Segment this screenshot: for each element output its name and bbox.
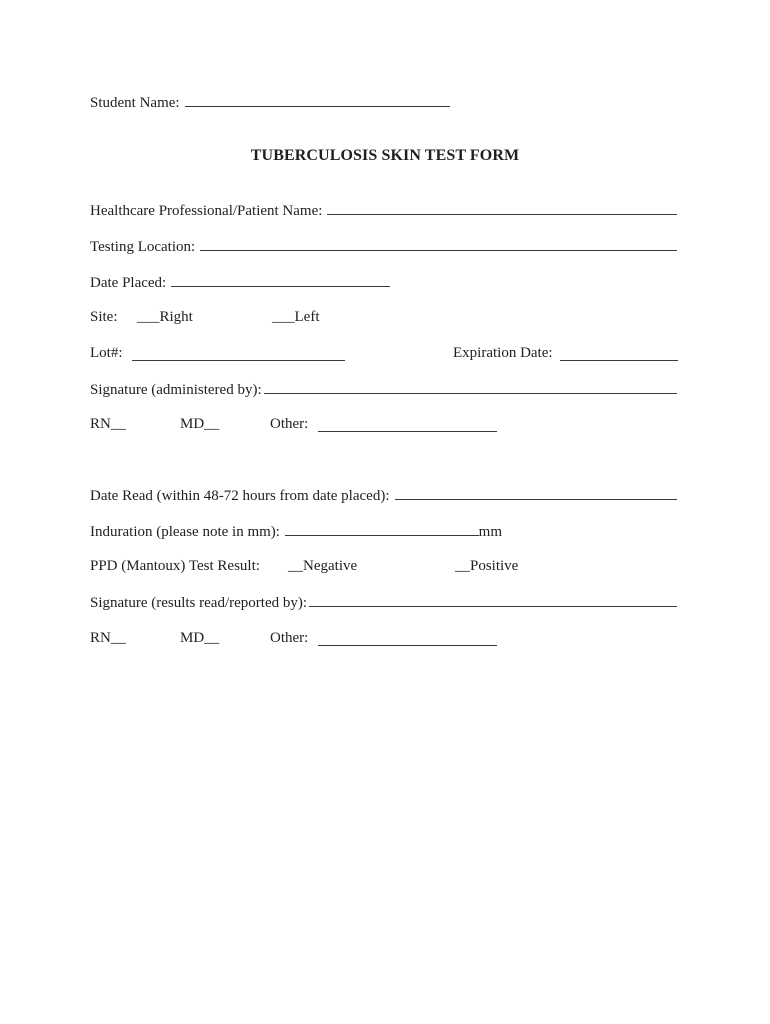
expiration-date-label: Expiration Date: [453,345,553,361]
signature-administered-blank-line[interactable] [264,381,677,394]
testing-location-blank-line[interactable] [200,238,677,251]
md-option[interactable]: MD__ [180,630,220,646]
site-label: Site: [90,309,118,325]
other-label: Other: [270,630,309,646]
signature-results-row [90,594,677,614]
healthcare-name-row [90,202,677,222]
induration-blank-line[interactable] [285,523,479,536]
signature-results-blank-line[interactable] [309,594,677,607]
site-left-option[interactable]: ___Left [272,309,320,325]
student-name-row [90,94,450,114]
date-read-blank-line[interactable] [395,487,678,500]
lot-number-blank-line[interactable] [132,346,345,361]
md-option[interactable]: MD__ [180,416,220,432]
other-blank-line[interactable] [318,417,497,432]
other-blank-line[interactable] [318,631,497,646]
date-placed-label: Date Placed: [90,275,167,291]
student-name-blank-line[interactable] [185,94,450,107]
credentials-row-reading [90,630,677,650]
signature-administered-row [90,381,677,401]
date-read-row [90,487,677,507]
positive-option[interactable]: __Positive [455,558,519,574]
date-read-label: Date Read (within 48-72 hours from date placed): [90,488,390,504]
negative-option[interactable]: __Negative [288,558,358,574]
other-label: Other: [270,416,309,432]
site-row [90,309,677,329]
testing-location-label: Testing Location: [90,239,196,255]
date-placed-row [90,274,390,294]
induration-label: Induration (please note in mm): [90,524,280,540]
signature-administered-label: Signature (administered by): [90,382,262,398]
form-title: TUBERCULOSIS SKIN TEST FORM [250,147,520,164]
induration-unit-label: mm [478,524,502,540]
testing-location-row [90,238,677,258]
lot-number-label: Lot#: [90,345,123,361]
healthcare-name-label: Healthcare Professional/Patient Name: [90,203,323,219]
expiration-date-blank-line[interactable] [560,346,678,361]
rn-option[interactable]: RN__ [90,416,126,432]
lot-expiration-row [90,345,677,365]
credentials-row-placement [90,416,677,436]
student-name-label: Student Name: [90,95,180,111]
rn-option[interactable]: RN__ [90,630,126,646]
signature-results-label: Signature (results read/reported by): [90,595,308,611]
induration-row [90,523,502,543]
test-result-row [90,558,677,578]
site-right-option[interactable]: ___Right [137,309,193,325]
healthcare-name-blank-line[interactable] [327,202,677,215]
date-placed-blank-line[interactable] [171,274,390,287]
test-result-label: PPD (Mantoux) Test Result: [90,558,260,574]
